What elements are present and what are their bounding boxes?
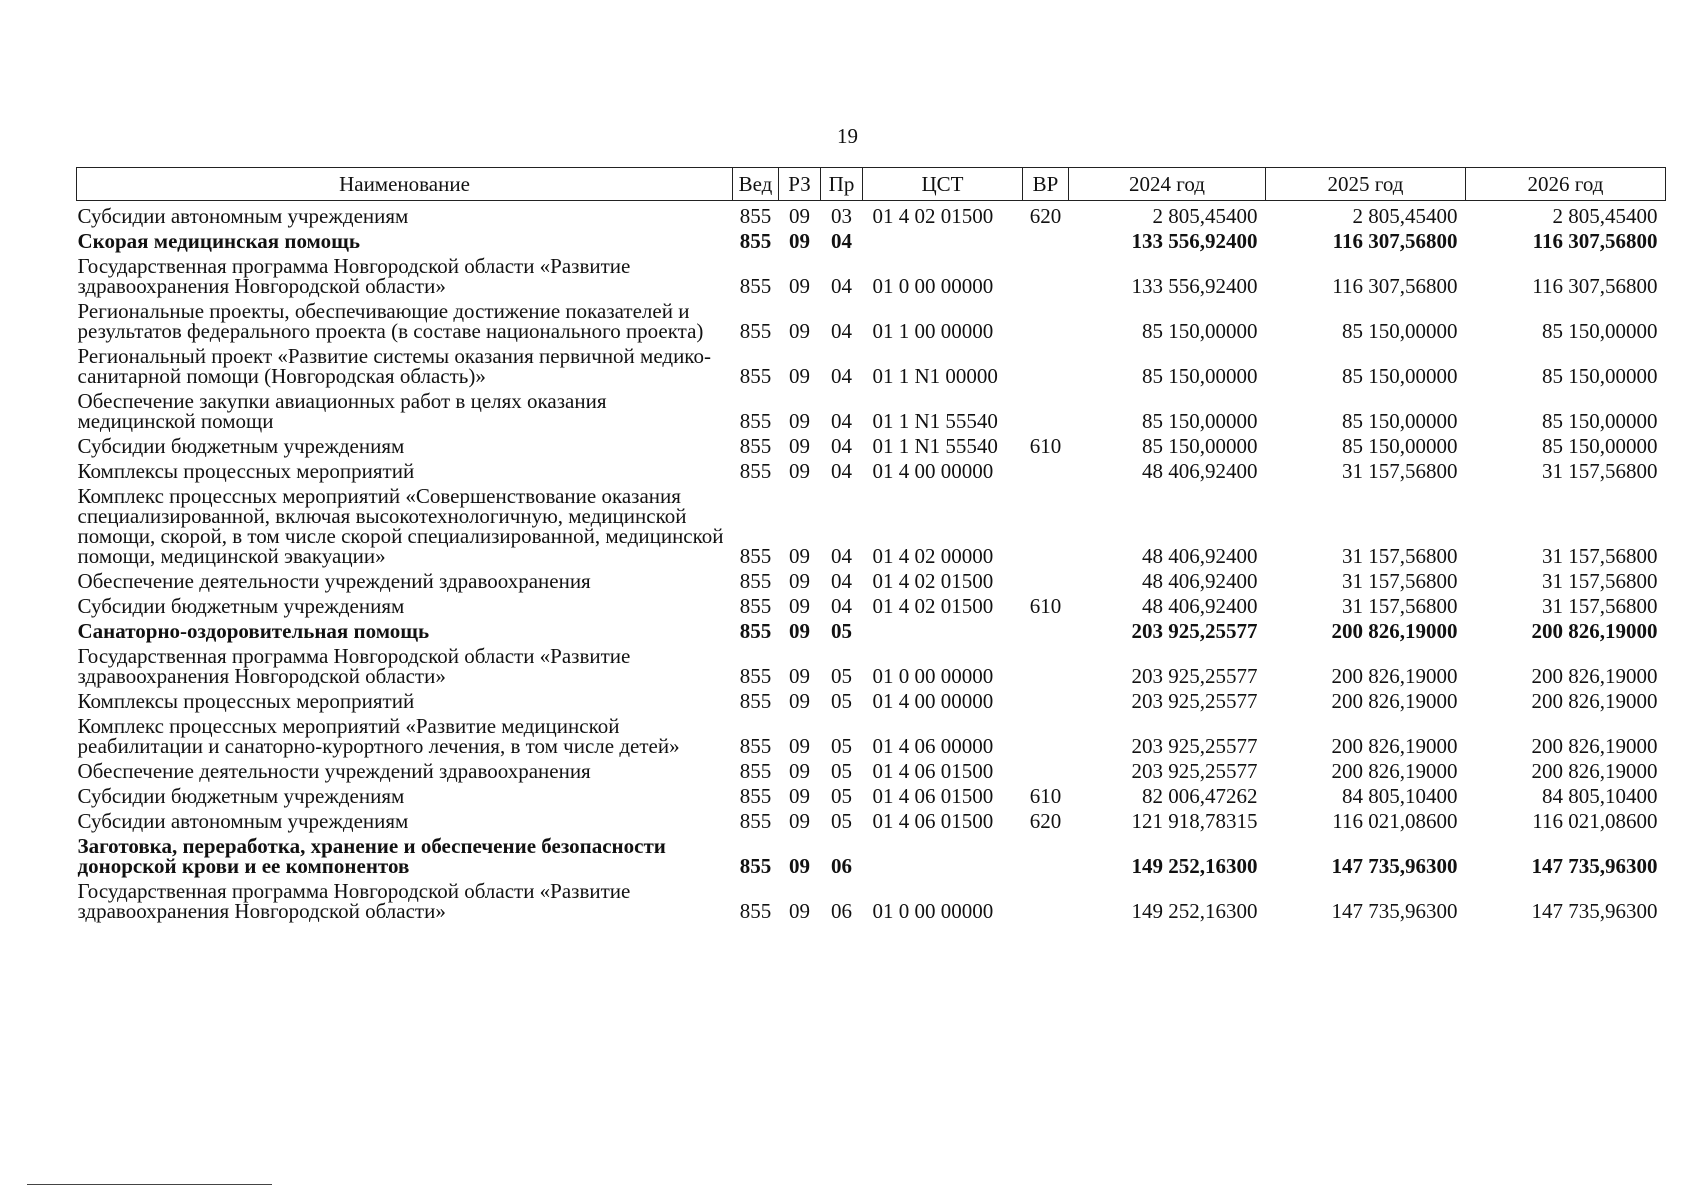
row-rz: 09	[789, 619, 810, 643]
table-row	[77, 831, 1666, 876]
row-value-2026: 85 150,00000	[1542, 319, 1658, 343]
row-ved: 855	[739, 619, 772, 643]
row-pr: 04	[831, 274, 852, 298]
row-rz: 09	[789, 434, 810, 458]
row-cst: 01 1 N1 00000	[872, 364, 998, 388]
row-value-2024: 149 252,16300	[1131, 899, 1258, 923]
row-value-2026: 200 826,19000	[1531, 689, 1658, 713]
row-vr	[1023, 341, 1069, 386]
row-value-2025: 85 150,00000	[1342, 434, 1458, 458]
row-cst: 01 4 02 00000	[872, 544, 994, 568]
row-value-2025: 116 307,56800	[1332, 229, 1458, 253]
row-value-2025: 147 735,96300	[1331, 899, 1458, 923]
header-2026: 2026 год	[1466, 168, 1666, 201]
row-rz: 09	[789, 594, 810, 618]
row-pr: 05	[831, 664, 852, 688]
table-body	[77, 201, 1666, 922]
row-pr: 05	[831, 784, 852, 808]
row-pr: 04	[831, 459, 852, 483]
row-ved: 855	[739, 854, 772, 878]
row-value-2026: 84 805,10400	[1542, 784, 1658, 808]
row-value-2025: 31 157,56800	[1342, 459, 1458, 483]
row-pr: 04	[831, 319, 852, 343]
row-vr: 610	[1029, 434, 1062, 458]
row-pr: 05	[831, 734, 852, 758]
row-rz: 09	[789, 569, 810, 593]
row-ved: 855	[739, 434, 772, 458]
row-value-2025: 85 150,00000	[1342, 409, 1458, 433]
footer-rule	[27, 1184, 272, 1185]
row-value-2025: 31 157,56800	[1342, 569, 1458, 593]
row-rz: 09	[789, 459, 810, 483]
row-value-2026: 200 826,19000	[1531, 734, 1658, 758]
row-value-2024: 203 925,25577	[1131, 664, 1258, 688]
row-pr: 04	[831, 229, 852, 253]
table-row	[77, 201, 1666, 227]
row-cst: 01 4 00 00000	[872, 459, 994, 483]
row-value-2025: 2 805,45400	[1352, 204, 1458, 228]
row-rz: 09	[789, 364, 810, 388]
page-number: 19	[837, 124, 858, 148]
row-ved: 855	[739, 544, 772, 568]
table-row	[77, 641, 1666, 686]
row-vr	[1023, 686, 1069, 711]
row-value-2024: 149 252,16300	[1131, 854, 1258, 878]
row-name: Субсидии бюджетным учреждениям	[77, 784, 405, 808]
table-row	[77, 781, 1666, 806]
row-pr: 04	[831, 569, 852, 593]
row-cst	[863, 616, 1023, 641]
header-pr: Пр	[821, 168, 863, 201]
row-value-2026: 31 157,56800	[1542, 569, 1658, 593]
row-value-2026: 31 157,56800	[1542, 459, 1658, 483]
row-value-2026: 200 826,19000	[1531, 619, 1658, 643]
row-pr: 05	[831, 759, 852, 783]
row-name: Комплексы процессных мероприятий	[77, 689, 415, 713]
row-rz: 09	[789, 274, 810, 298]
row-value-2024: 2 805,45400	[1152, 204, 1258, 228]
row-rz: 09	[789, 204, 810, 228]
row-ved: 855	[739, 319, 772, 343]
table-row	[77, 226, 1666, 251]
table-header-row	[77, 168, 1666, 201]
row-value-2024: 48 406,92400	[1142, 544, 1258, 568]
table-row	[77, 686, 1666, 711]
row-value-2026: 116 021,08600	[1532, 809, 1658, 833]
row-ved: 855	[739, 409, 772, 433]
row-name: Региональные проекты, обеспечивающие достижение показателей и результатов федерального проекта (в составе национального проекта)	[77, 299, 704, 343]
row-value-2026: 31 157,56800	[1542, 544, 1658, 568]
row-pr: 04	[831, 409, 852, 433]
row-value-2024: 85 150,00000	[1142, 319, 1258, 343]
row-ved: 855	[739, 569, 772, 593]
row-value-2024: 133 556,92400	[1131, 229, 1258, 253]
row-rz: 09	[789, 899, 810, 923]
header-cst: ЦСТ	[863, 168, 1023, 201]
row-rz: 09	[789, 784, 810, 808]
header-ved: Вед	[733, 168, 779, 201]
row-pr: 05	[831, 619, 852, 643]
table-row	[77, 386, 1666, 431]
row-value-2025: 200 826,19000	[1331, 759, 1458, 783]
row-value-2026: 116 307,56800	[1532, 229, 1658, 253]
row-name: Санаторно-оздоровительная помощь	[77, 619, 430, 643]
row-value-2025: 200 826,19000	[1331, 664, 1458, 688]
row-vr	[1023, 641, 1069, 686]
row-rz: 09	[789, 734, 810, 758]
table-row	[77, 251, 1666, 296]
row-rz: 09	[789, 664, 810, 688]
row-pr: 04	[831, 364, 852, 388]
row-value-2024: 85 150,00000	[1142, 409, 1258, 433]
row-name: Субсидии бюджетным учреждениям	[77, 434, 405, 458]
row-value-2024: 133 556,92400	[1131, 274, 1258, 298]
row-name: Комплекс процессных мероприятий «Совершенствование оказания специализированной, включая высокотехнологичную, медицинской помощи, скорой, в том числе скорой специализированной, медицинской помощи, медицинской эвакуации»	[77, 484, 724, 568]
row-rz: 09	[789, 809, 810, 833]
header-rz: РЗ	[779, 168, 821, 201]
row-cst: 01 4 06 01500	[872, 759, 994, 783]
row-name: Субсидии автономным учреждениям	[77, 204, 409, 228]
row-value-2024: 82 006,47262	[1142, 784, 1258, 808]
row-ved: 855	[739, 689, 772, 713]
table-row	[77, 296, 1666, 341]
row-pr: 03	[831, 204, 852, 228]
header-2024: 2024 год	[1069, 168, 1266, 201]
table-row	[77, 616, 1666, 641]
row-cst: 01 0 00 00000	[872, 274, 994, 298]
row-value-2026: 116 307,56800	[1532, 274, 1658, 298]
row-value-2024: 121 918,78315	[1131, 809, 1258, 833]
table-row	[77, 876, 1666, 921]
row-value-2024: 48 406,92400	[1142, 569, 1258, 593]
row-ved: 855	[739, 899, 772, 923]
row-value-2025: 200 826,19000	[1331, 689, 1458, 713]
table-row	[77, 481, 1666, 566]
table-row	[77, 431, 1666, 456]
row-value-2025: 116 307,56800	[1332, 274, 1458, 298]
row-name: Государственная программа Новгородской области «Развитие здравоохранения Новгородской области»	[77, 644, 631, 688]
row-cst: 01 4 02 01500	[872, 569, 994, 593]
row-vr	[1023, 481, 1069, 566]
table-row	[77, 566, 1666, 591]
row-cst: 01 4 02 01500	[872, 204, 994, 228]
row-pr: 06	[831, 854, 852, 878]
row-ved: 855	[739, 274, 772, 298]
row-pr: 04	[831, 594, 852, 618]
row-vr	[1023, 386, 1069, 431]
row-ved: 855	[739, 459, 772, 483]
row-cst: 01 1 00 00000	[872, 319, 994, 343]
row-pr: 06	[831, 899, 852, 923]
row-cst: 01 0 00 00000	[872, 664, 994, 688]
row-pr: 04	[831, 434, 852, 458]
header-vr: ВР	[1023, 168, 1069, 201]
row-vr	[1023, 711, 1069, 756]
row-value-2025: 85 150,00000	[1342, 364, 1458, 388]
row-value-2026: 147 735,96300	[1531, 899, 1658, 923]
table-row	[77, 806, 1666, 831]
row-vr	[1023, 226, 1069, 251]
row-vr: 620	[1029, 204, 1062, 228]
row-value-2024: 85 150,00000	[1142, 364, 1258, 388]
row-value-2026: 200 826,19000	[1531, 664, 1658, 688]
row-value-2024: 85 150,00000	[1142, 434, 1258, 458]
row-name: Государственная программа Новгородской области «Развитие здравоохранения Новгородской области»	[77, 879, 631, 923]
row-ved: 855	[739, 229, 772, 253]
row-pr: 05	[831, 809, 852, 833]
header-2025: 2025 год	[1266, 168, 1466, 201]
row-value-2025: 200 826,19000	[1331, 734, 1458, 758]
row-value-2025: 200 826,19000	[1331, 619, 1458, 643]
row-value-2026: 147 735,96300	[1531, 854, 1658, 878]
row-vr	[1023, 456, 1069, 481]
row-rz: 09	[789, 319, 810, 343]
row-vr	[1023, 616, 1069, 641]
row-vr: 610	[1029, 784, 1062, 808]
row-ved: 855	[739, 734, 772, 758]
row-rz: 09	[789, 854, 810, 878]
row-pr: 04	[831, 544, 852, 568]
row-name: Комплексы процессных мероприятий	[77, 459, 415, 483]
row-value-2026: 200 826,19000	[1531, 759, 1658, 783]
table-row	[77, 711, 1666, 756]
row-cst: 01 4 00 00000	[872, 689, 994, 713]
row-rz: 09	[789, 229, 810, 253]
row-value-2024: 48 406,92400	[1142, 594, 1258, 618]
row-vr	[1023, 296, 1069, 341]
row-name: Комплекс процессных мероприятий «Развитие медицинской реабилитации и санаторно-курортного лечения, в том числе детей»	[77, 714, 680, 758]
row-ved: 855	[739, 759, 772, 783]
row-value-2026: 2 805,45400	[1552, 204, 1658, 228]
row-vr	[1023, 831, 1069, 876]
row-vr	[1023, 251, 1069, 296]
table-row	[77, 756, 1666, 781]
row-ved: 855	[739, 809, 772, 833]
row-vr: 610	[1029, 594, 1062, 618]
row-value-2024: 203 925,25577	[1131, 734, 1258, 758]
row-cst: 01 4 06 00000	[872, 734, 994, 758]
row-name: Обеспечение деятельности учреждений здравоохранения	[77, 569, 591, 593]
row-pr: 05	[831, 689, 852, 713]
row-value-2025: 85 150,00000	[1342, 319, 1458, 343]
row-rz: 09	[789, 409, 810, 433]
row-value-2025: 116 021,08600	[1332, 809, 1458, 833]
row-ved: 855	[739, 664, 772, 688]
row-rz: 09	[789, 544, 810, 568]
row-vr	[1023, 566, 1069, 591]
row-name: Субсидии автономным учреждениям	[77, 809, 409, 833]
row-ved: 855	[739, 594, 772, 618]
row-value-2024: 203 925,25577	[1131, 689, 1258, 713]
row-name: Государственная программа Новгородской области «Развитие здравоохранения Новгородской области»	[77, 254, 631, 298]
table-row	[77, 591, 1666, 616]
row-cst	[863, 831, 1023, 876]
row-name: Обеспечение деятельности учреждений здравоохранения	[77, 759, 591, 783]
row-value-2024: 203 925,25577	[1131, 619, 1258, 643]
row-cst: 01 4 06 01500	[872, 784, 994, 808]
row-rz: 09	[789, 689, 810, 713]
row-ved: 855	[739, 364, 772, 388]
header-name: Наименование	[77, 168, 733, 201]
row-value-2026: 85 150,00000	[1542, 409, 1658, 433]
table-row	[77, 341, 1666, 386]
row-value-2026: 31 157,56800	[1542, 594, 1658, 618]
row-value-2025: 84 805,10400	[1342, 784, 1458, 808]
row-value-2026: 85 150,00000	[1542, 364, 1658, 388]
table-row	[77, 456, 1666, 481]
row-cst: 01 1 N1 55540	[872, 434, 998, 458]
row-value-2026: 85 150,00000	[1542, 434, 1658, 458]
row-ved: 855	[739, 784, 772, 808]
row-vr	[1023, 876, 1069, 921]
row-name: Скорая медицинская помощь	[77, 229, 360, 253]
row-ved: 855	[739, 204, 772, 228]
row-vr: 620	[1029, 809, 1062, 833]
row-cst: 01 1 N1 55540	[872, 409, 998, 433]
budget-table	[76, 167, 1666, 921]
row-value-2025: 31 157,56800	[1342, 544, 1458, 568]
row-cst: 01 0 00 00000	[872, 899, 994, 923]
row-name: Заготовка, переработка, хранение и обеспечение безопасности донорской крови и ее компонентов	[77, 834, 666, 878]
row-name: Субсидии бюджетным учреждениям	[77, 594, 405, 618]
row-rz: 09	[789, 759, 810, 783]
row-name: Обеспечение закупки авиационных работ в целях оказания медицинской помощи	[77, 389, 607, 433]
row-value-2025: 147 735,96300	[1331, 854, 1458, 878]
row-cst: 01 4 06 01500	[872, 809, 994, 833]
row-name: Региональный проект «Развитие системы оказания первичной медико-санитарной помощи (Новгородская область)»	[77, 344, 711, 388]
row-cst: 01 4 02 01500	[872, 594, 994, 618]
row-vr	[1023, 756, 1069, 781]
row-value-2024: 203 925,25577	[1131, 759, 1258, 783]
row-cst	[863, 226, 1023, 251]
row-value-2024: 48 406,92400	[1142, 459, 1258, 483]
row-value-2025: 31 157,56800	[1342, 594, 1458, 618]
